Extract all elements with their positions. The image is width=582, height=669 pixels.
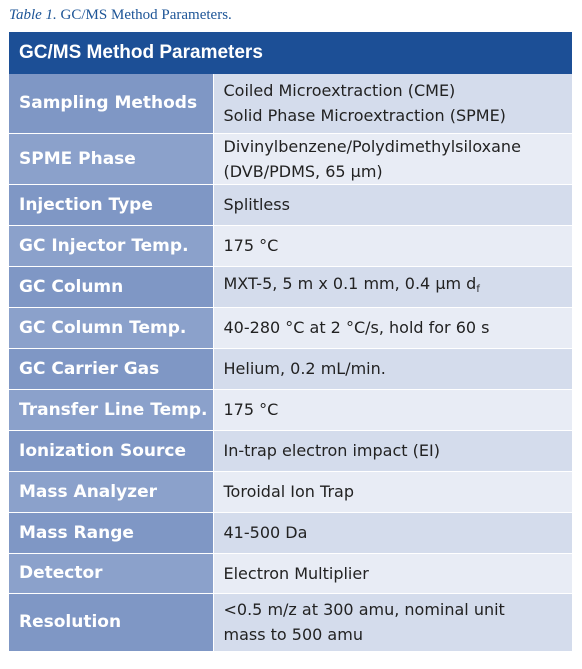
parameter-value <box>213 225 572 266</box>
parameter-value-line <box>224 622 573 647</box>
caption-label: Table 1. <box>9 7 57 23</box>
parameter-value-text: Coiled Microextraction (CME) <box>223 81 456 101</box>
table-header: GC/MS Method Parameters <box>9 32 572 74</box>
parameter-value-line <box>224 479 573 504</box>
parameter-value-text: Electron Multiplier <box>223 563 369 583</box>
parameter-label: GC Injector Temp. <box>9 225 213 266</box>
parameter-value-text: Divinylbenzene/Polydimethylsiloxane <box>223 136 521 156</box>
parameter-label: Injection Type <box>9 184 213 225</box>
parameter-value <box>213 184 572 225</box>
parameter-label: SPME Phase <box>9 133 213 184</box>
parameter-value <box>213 133 572 184</box>
parameter-value-line <box>224 103 573 128</box>
parameter-value-line <box>224 78 573 103</box>
parameter-value <box>213 430 572 471</box>
parameter-label: Detector <box>9 553 213 593</box>
parameter-label: Ionization Source <box>9 430 213 471</box>
parameters-grid <box>9 74 572 652</box>
parameter-value-text: (DVB/PDMS, 65 µm) <box>223 161 383 181</box>
table-row <box>9 512 572 553</box>
parameter-value-line <box>224 520 573 545</box>
parameter-value-line <box>224 438 573 463</box>
parameter-value <box>213 471 572 512</box>
parameter-value-subscript: f <box>476 284 480 295</box>
table-row <box>9 184 572 225</box>
parameter-value <box>213 307 572 348</box>
parameter-value-text: 175 °C <box>223 400 279 419</box>
parameters-table <box>9 32 572 652</box>
parameter-value-text: Solid Phase Microextraction (SPME) <box>223 106 506 126</box>
table-row <box>9 133 572 184</box>
parameter-value-line <box>224 134 573 159</box>
table-row <box>9 553 572 593</box>
parameter-value-text: Helium, 0.2 mL/min. <box>223 359 386 378</box>
table-row <box>9 307 572 348</box>
parameter-value <box>213 266 572 307</box>
parameter-value-line <box>224 192 573 217</box>
table-row <box>9 593 572 651</box>
parameter-value-line <box>224 356 573 381</box>
parameter-value <box>213 348 572 389</box>
table-row <box>9 266 572 307</box>
parameter-value-text: 41-500 Da <box>223 523 308 542</box>
parameter-label: Sampling Methods <box>9 74 213 133</box>
parameter-label: Transfer Line Temp. <box>9 389 213 430</box>
parameter-value-text: Toroidal Ion Trap <box>223 482 354 501</box>
parameter-value <box>213 512 572 553</box>
parameter-value-line <box>224 597 573 622</box>
parameter-value <box>213 553 572 593</box>
parameter-value-line <box>224 159 573 184</box>
parameter-value-text: MXT-5, 5 m x 0.1 mm, 0.4 µm d <box>223 274 477 293</box>
parameter-value-line <box>224 315 573 340</box>
parameter-label: Mass Analyzer <box>9 471 213 512</box>
table-caption <box>9 7 232 24</box>
parameter-label: Resolution <box>9 593 213 651</box>
parameter-value-text: In-trap electron impact (EI) <box>223 441 440 460</box>
table-row <box>9 74 572 133</box>
parameter-value <box>213 593 572 651</box>
caption-text: GC/MS Method Parameters. <box>56 7 232 23</box>
table-row <box>9 225 572 266</box>
parameter-value-text: <0.5 m/z at 300 amu, nominal unit <box>223 600 505 619</box>
table-row <box>9 348 572 389</box>
parameter-label: Mass Range <box>9 512 213 553</box>
parameter-value <box>213 74 572 133</box>
parameter-value-line <box>224 561 573 586</box>
parameter-value-text: mass to 500 amu <box>223 625 363 644</box>
parameter-value-line <box>224 233 573 258</box>
table-row <box>9 389 572 430</box>
parameter-value <box>213 389 572 430</box>
table-row <box>9 430 572 471</box>
table-row <box>9 471 572 512</box>
parameter-value-text: Splitless <box>223 195 290 214</box>
parameter-label: GC Carrier Gas <box>9 348 213 389</box>
parameter-value-line <box>224 271 573 302</box>
parameter-label: GC Column Temp. <box>9 307 213 348</box>
parameter-value-text: 40-280 °C at 2 °C/s, hold for 60 s <box>223 318 490 337</box>
parameter-label: GC Column <box>9 266 213 307</box>
parameter-value-text: 175 °C <box>223 236 279 255</box>
parameter-value-line <box>224 397 573 422</box>
